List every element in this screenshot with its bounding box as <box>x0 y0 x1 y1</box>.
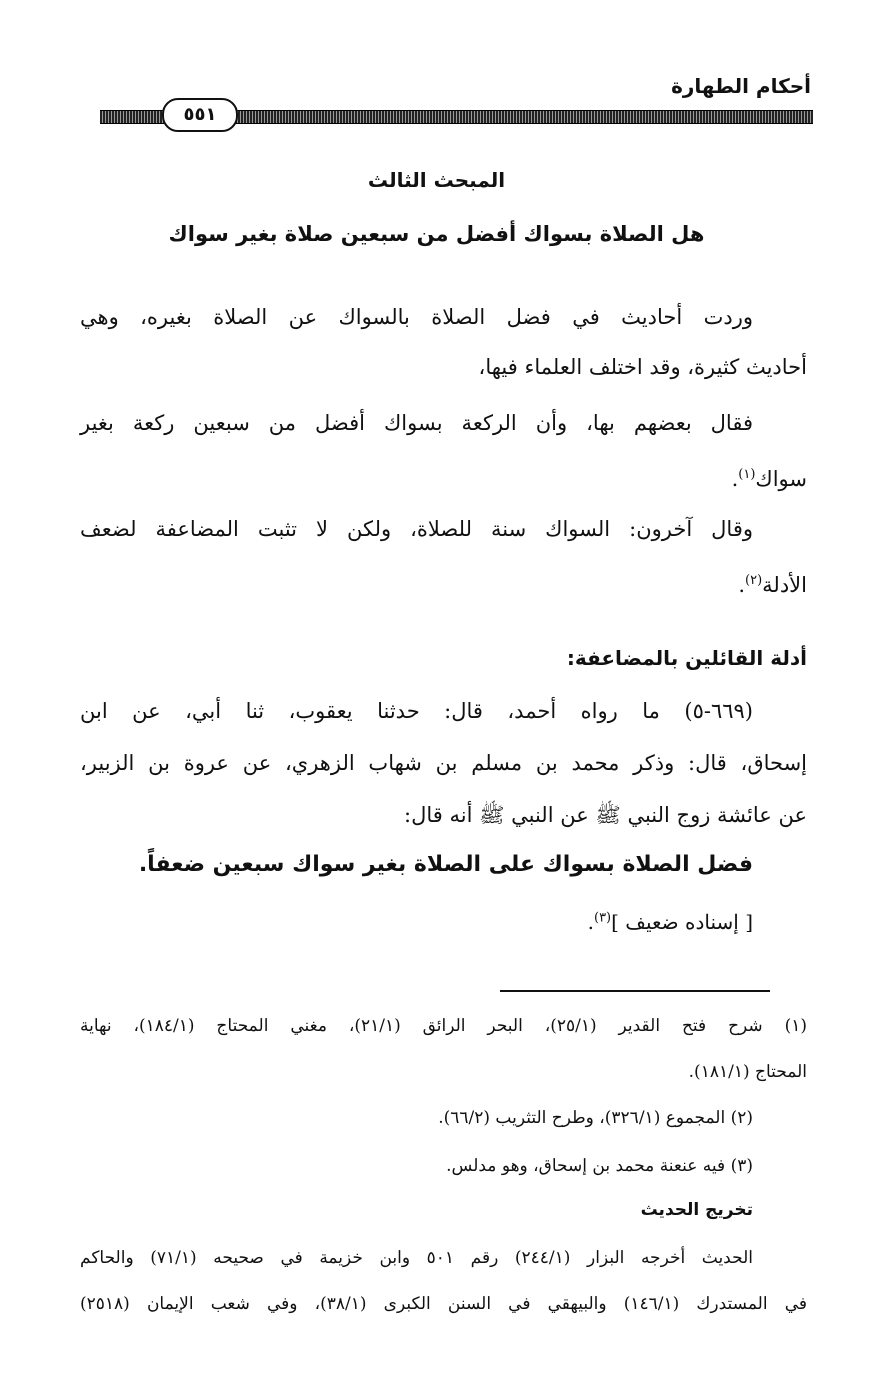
evidence-line-2: إسحاق، قال: وذكر محمد بن مسلم بن شهاب الزهري، عن عروة بن الزبير، <box>80 751 807 775</box>
footnote-1-line-2: المحتاج (١٨١/١). <box>688 1062 807 1082</box>
page-number: ٥٥١ <box>162 98 238 132</box>
grading-text: [ إسناده ضعيف ] <box>611 910 753 934</box>
takhrij-line-1: الحديث أخرجه البزار (٢٤٤/١) رقم ٥٠١ وابن خزيمة في صحيحه (٧١/١) والحاكم <box>80 1248 753 1268</box>
paragraph-1-line-2: أحاديث كثيرة، وقد اختلف العلماء فيها، <box>478 355 807 379</box>
paragraph-2-text: سواك <box>755 467 807 491</box>
footnote-ref-3: (٣) <box>593 910 612 926</box>
grading-end: . <box>587 910 594 934</box>
evidence-line-3: عن عائشة زوج النبي ﷺ عن النبي ﷺ أنه قال: <box>404 803 807 827</box>
paragraph-1-line-1: وردت أحاديث في فضل الصلاة بالسواك عن الصلاة بغيره، وهي <box>80 305 753 329</box>
footnote-ref-2: (٢) <box>745 573 763 588</box>
section-label: المبحث الثالث <box>367 168 506 192</box>
paragraph-2-line-2 <box>80 460 807 494</box>
paragraph-2-line-1: فقال بعضهم بها، وأن الركعة بسواك أفضل من سبعين ركعة بغير <box>80 411 753 435</box>
footnote-2: (٢) المجموع (٣٢٦/١)، وطرح التثريب (٦٦/٢). <box>438 1108 753 1128</box>
evidence-heading: أدلة القائلين بالمضاعفة: <box>566 646 807 670</box>
paragraph-3-text: الأدلة <box>762 573 807 597</box>
paragraph-3-line-2 <box>80 566 807 600</box>
section-title: هل الصلاة بسواك أفضل من سبعين صلاة بغير سواك <box>168 222 705 246</box>
footnote-rule <box>500 990 770 992</box>
takhrij-heading: تخريج الحديث <box>640 1200 753 1220</box>
footnote-ref-1: (١) <box>738 467 756 482</box>
running-title: أحكام الطهارة <box>671 74 811 98</box>
footnote-1-line-1: (١) شرح فتح القدير (٢٥/١)، البحر الرائق (٢١/١)، مغني المحتاج (١٨٤/١)، نهاية <box>80 1016 807 1036</box>
takhrij-line-2: في المستدرك (١٤٦/١) والبيهقي في السنن الكبرى (٣٨/١)، وفي شعب الإيمان (٢٥١٨) <box>80 1294 807 1314</box>
evidence-line-1: (٦٦٩-٥) ما رواه أحمد، قال: حدثنا يعقوب، ثنا أبي، عن ابن <box>80 699 753 723</box>
hadith-text: فضل الصلاة بسواك على الصلاة بغير سواك سبعين ضعفاً. <box>138 852 753 877</box>
paragraph-2-end: . <box>731 467 739 491</box>
hadith-grading <box>588 910 753 934</box>
footnote-3: (٣) فيه عنعنة محمد بن إسحاق، وهو مدلس. <box>446 1156 753 1176</box>
paragraph-3-end: . <box>738 573 746 597</box>
paragraph-3-line-1: وقال آخرون: السواك سنة للصلاة، ولكن لا تثبت المضاعفة لضعف <box>80 517 753 541</box>
